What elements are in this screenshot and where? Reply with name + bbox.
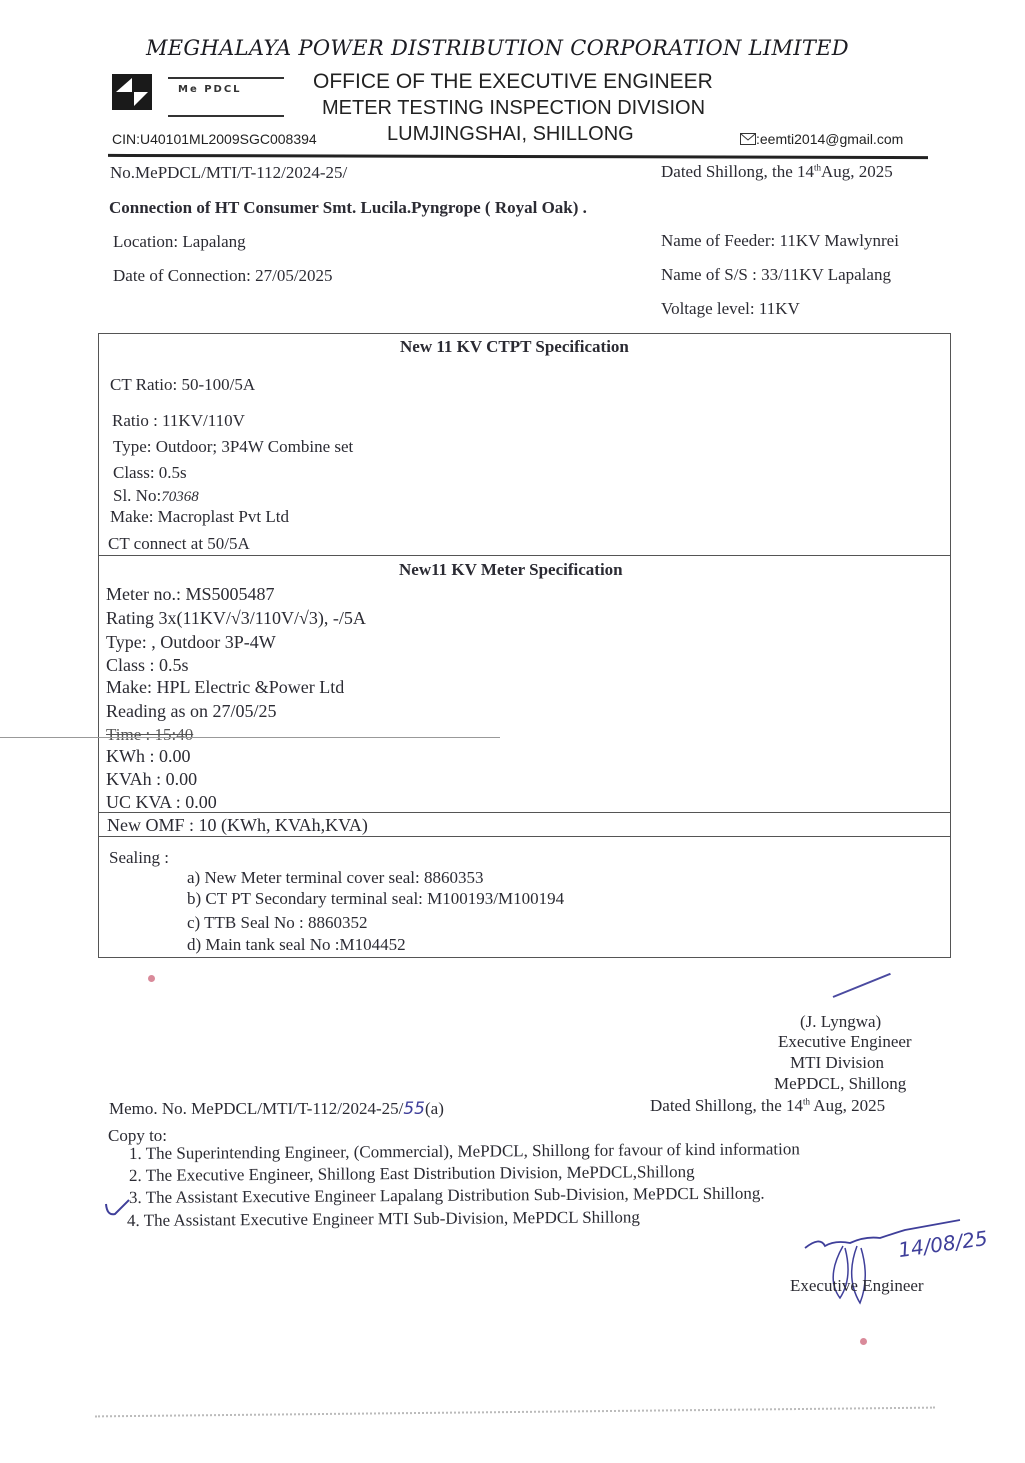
logo-frame — [168, 77, 284, 117]
copy-to-label: Copy to: — [108, 1126, 168, 1145]
signature-stroke — [833, 973, 891, 998]
memo-number-prefix: Memo. No. MePDCL/MTI/T-112/2024-25/ — [109, 1099, 404, 1118]
copy-recipient: 1. The Superintending Engineer, (Commercial), MePDCL, Shillong for favour of kind information — [128, 1139, 800, 1163]
sealing-label: Sealing : — [109, 848, 169, 867]
meter-rating: Rating 3x(11KV/√3/110V/√3), -/5A — [106, 608, 366, 628]
signatory-org: MePDCL, Shillong — [774, 1074, 907, 1093]
ctpt-ratio: Ratio : 11KV/110V — [112, 411, 245, 430]
meter-kwh: KWh : 0.00 — [106, 746, 191, 766]
meter-number: Meter no.: MS5005487 — [106, 584, 275, 604]
ctpt-ct-connect: CT connect at 50/5A — [108, 534, 250, 553]
copy-recipient: 4. The Assistant Executive Engineer MTI Sub-Division, MePDCL Shillong — [126, 1207, 640, 1230]
location-field: Location: Lapalang — [113, 232, 246, 251]
cin-number: CIN:U40101ML2009SGC008394 — [112, 131, 317, 147]
stamp-mark — [860, 1338, 867, 1345]
sealing-item: c) TTB Seal No : 8860352 — [187, 913, 368, 932]
perforation-line — [95, 1407, 935, 1418]
memo-date — [650, 1096, 885, 1116]
signatory-name: (J. Lyngwa) — [800, 1012, 882, 1031]
subject-line: Connection of HT Consumer Smt. Lucila.Pyngrope ( Royal Oak) . — [109, 198, 587, 217]
email-line — [740, 131, 903, 147]
voltage-field: Voltage level: 11KV — [661, 299, 800, 318]
copy-recipient: 2. The Executive Engineer, Shillong East Distribution Division, MePDCL,Shillong — [128, 1162, 695, 1185]
ctpt-heading: New 11 KV CTPT Specification — [400, 337, 629, 356]
reference-number: No.MePDCL/MTI/T-112/2024-25/ — [110, 163, 348, 182]
logo-emblem-icon — [112, 74, 152, 110]
ctpt-make: Make: Macroplast Pvt Ltd — [110, 507, 289, 526]
office-title: OFFICE OF THE EXECUTIVE ENGINEER — [313, 70, 713, 93]
feeder-field: Name of Feeder: 11KV Mawlynrei — [661, 231, 899, 250]
header-divider — [108, 154, 928, 159]
signature-date: 14/08/25 — [896, 1225, 990, 1263]
mepdcl-logo — [112, 74, 284, 116]
meter-omf: New OMF : 10 (KWh, KVAh,KVA) — [107, 815, 368, 835]
copy-recipient: 3. The Assistant Executive Engineer Lapalang Distribution Sub-Division, MePDCL Shillong. — [128, 1183, 765, 1207]
memo-date-sup: th — [802, 1096, 810, 1107]
spec-divider — [98, 555, 950, 556]
reference-date-sup: th — [813, 162, 821, 173]
footer-designation: Executive Engineer — [790, 1276, 924, 1295]
substation-field: Name of S/S : 33/11KV Lapalang — [661, 265, 891, 284]
division-title: METER TESTING INSPECTION DIVISION — [322, 97, 706, 119]
memo-number — [109, 1099, 444, 1119]
meter-make: Make: HPL Electric &Power Ltd — [106, 677, 345, 697]
meter-time: Time : 15:40 — [106, 725, 194, 744]
meter-reading-date: Reading as on 27/05/25 — [106, 701, 277, 721]
reference-date-prefix: Dated Shillong, the 14 — [661, 162, 814, 181]
strike-line — [0, 737, 500, 738]
meter-type: Type: , Outdoor 3P-4W — [106, 632, 276, 652]
organization-name: MEGHALAYA POWER DISTRIBUTION CORPORATION LIMITED — [146, 36, 849, 60]
office-location: LUMJINGSHAI, SHILLONG — [387, 123, 634, 145]
ctpt-serial-label: Sl. No: — [113, 486, 162, 505]
reference-date-suffix: Aug, 2025 — [821, 162, 893, 181]
logo-text: Me PDCL — [178, 84, 242, 95]
email-address[interactable]: :eemti2014@gmail.com — [756, 131, 904, 147]
meter-heading: New11 KV Meter Specification — [399, 560, 623, 579]
ctpt-ct-ratio: CT Ratio: 50-100/5A — [110, 375, 256, 394]
ctpt-class: Class: 0.5s — [113, 463, 187, 482]
memo-number-handwritten: 55 — [403, 1099, 425, 1119]
reference-date — [661, 162, 893, 182]
sealing-item: b) CT PT Secondary terminal seal: M100193/M100194 — [187, 889, 565, 908]
meter-uc-kva: UC KVA : 0.00 — [106, 792, 217, 812]
signatory-division: MTI Division — [790, 1053, 884, 1072]
memo-date-suffix: Aug, 2025 — [810, 1096, 886, 1115]
meter-class: Class : 0.5s — [106, 655, 189, 675]
meter-kvah: KVAh : 0.00 — [106, 769, 198, 789]
envelope-icon — [740, 133, 756, 145]
memo-number-suffix: (a) — [425, 1099, 444, 1118]
ctpt-type: Type: Outdoor; 3P4W Combine set — [113, 437, 354, 456]
ctpt-serial-value: 70368 — [161, 489, 199, 505]
memo-date-prefix: Dated Shillong, the 14 — [650, 1096, 803, 1115]
date-of-connection-field: Date of Connection: 27/05/2025 — [113, 266, 333, 285]
sealing-item: a) New Meter terminal cover seal: 8860353 — [187, 868, 484, 887]
spec-divider — [98, 812, 950, 813]
stamp-mark — [148, 975, 155, 982]
signatory-designation: Executive Engineer — [778, 1032, 912, 1051]
sealing-item: d) Main tank seal No :M104452 — [187, 935, 406, 954]
